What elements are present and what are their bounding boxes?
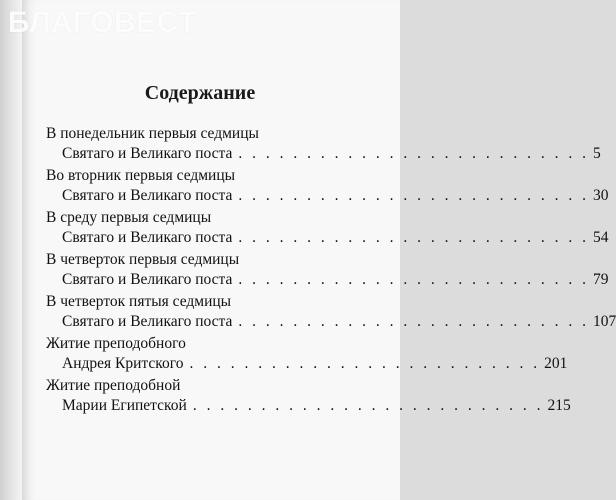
- toc-entry-subtitle: Марии Египетской: [62, 397, 187, 414]
- toc-entry: [46, 166, 609, 206]
- toc-entry: [46, 334, 568, 374]
- toc-entry-second-line: [62, 312, 616, 332]
- toc-entry-second-line: [62, 186, 609, 206]
- toc-entry-second-line: [62, 354, 568, 374]
- toc-entry-subtitle: Святаго и Великаго поста: [62, 229, 233, 246]
- dot-leader: . . . . . . . . . . . . . . . . . . . . . . . . . .: [238, 229, 589, 246]
- table-of-contents: [46, 124, 616, 418]
- toc-entry-title: Во вторник первыя седмицы: [46, 167, 236, 184]
- toc-entry: [46, 376, 571, 416]
- dot-leader: . . . . . . . . . . . . . . . . . . . . . . . . . .: [192, 397, 544, 414]
- toc-entry-second-line: [62, 396, 571, 416]
- dot-leader: . . . . . . . . . . . . . . . . . . . . . . . . . .: [238, 271, 589, 288]
- toc-page-number: 107: [593, 313, 616, 330]
- toc-entry-title: В четверток первыя седмицы: [46, 251, 240, 268]
- dot-leader: . . . . . . . . . . . . . . . . . . . . . . . . . .: [238, 187, 589, 204]
- toc-entry-second-line: [62, 228, 609, 248]
- dot-leader: . . . . . . . . . . . . . . . . . . . . . . . . . .: [238, 313, 589, 330]
- toc-entry-title: В понедельник первыя седмицы: [46, 125, 259, 142]
- toc-entry: [46, 250, 609, 290]
- toc-entry-second-line: [62, 270, 609, 290]
- toc-entry-title: Житие преподобной: [46, 377, 181, 394]
- toc-page-number: 215: [547, 397, 571, 414]
- toc-entry-subtitle: Святаго и Великаго поста: [62, 271, 233, 288]
- toc-entry: [46, 292, 616, 332]
- toc-entry-subtitle: Святаго и Великаго поста: [62, 313, 233, 330]
- toc-entry-subtitle: Андрея Критского: [62, 355, 184, 372]
- toc-title: Содержание: [144, 82, 256, 104]
- toc-entry: [46, 208, 609, 248]
- dot-leader: . . . . . . . . . . . . . . . . . . . . . . . . . .: [189, 355, 541, 372]
- toc-page-number: 54: [593, 229, 609, 246]
- toc-entry: [46, 124, 601, 164]
- watermark-logo: БЛАГОВЕСТ: [8, 6, 197, 39]
- toc-page-number: 30: [593, 187, 609, 204]
- toc-entry-subtitle: Святаго и Великаго поста: [62, 145, 233, 162]
- toc-entry-second-line: [62, 144, 601, 164]
- toc-page-number: 79: [593, 271, 609, 288]
- toc-entry-title: Житие преподобного: [46, 335, 186, 352]
- toc-page-number: 5: [593, 145, 601, 162]
- page-sheet: [22, 0, 616, 500]
- toc-entry-title: В четверток пятыя седмицы: [46, 293, 232, 310]
- dot-leader: . . . . . . . . . . . . . . . . . . . . . . . . . .: [238, 145, 589, 162]
- toc-entry-title: В среду первыя седмицы: [46, 209, 212, 226]
- toc-page-number: 201: [544, 355, 568, 372]
- toc-entry-subtitle: Святаго и Великаго поста: [62, 187, 233, 204]
